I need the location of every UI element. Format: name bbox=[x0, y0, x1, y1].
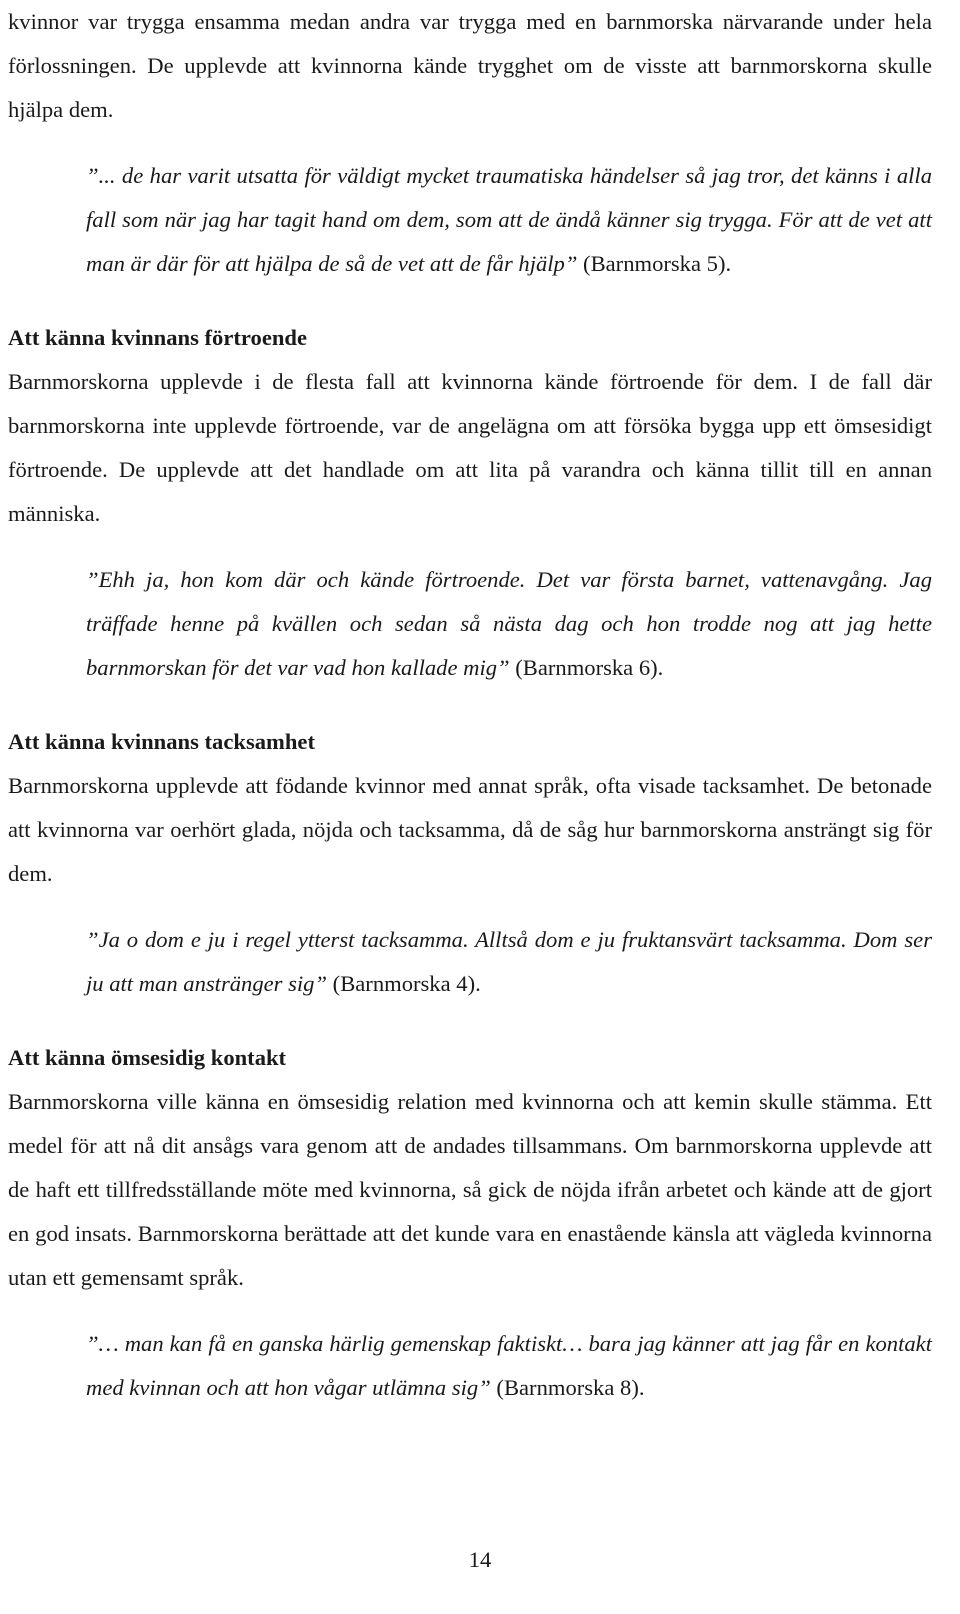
quote-text: ”Ehh ja, hon kom där och kände förtroende. Det var första barnet, vattenavgång. Jag träffade henne på kvällen och sedan så nästa dag och hon trodde nog att jag hette barnmorskan för det var vad hon kallade mig” bbox=[86, 567, 932, 680]
quote-barnmorska-5 bbox=[86, 154, 932, 286]
paragraph-fortroende: Barnmorskorna upplevde i de flesta fall att kvinnorna kände förtroende för dem. I de fall där barnmorskorna inte upplevde förtroende, var de angelägna om att försöka bygga upp ett ömsesidigt förtroende. De upplevde att det handlade om att lita på varandra och känna tillit till en annan människa. bbox=[8, 369, 932, 526]
quote-citation: (Barnmorska 4). bbox=[327, 971, 481, 996]
heading-tacksamhet: Att känna kvinnans tacksamhet bbox=[8, 729, 315, 754]
quote-citation: (Barnmorska 8). bbox=[490, 1375, 645, 1400]
quote-barnmorska-6 bbox=[86, 558, 932, 690]
paragraph-intro: kvinnor var trygga ensamma medan andra var trygga med en barnmorska närvarande under hela förlossningen. De upplevde att kvinnorna kände trygghet om de visste att barnmorskorna skulle hjälpa dem. bbox=[8, 9, 932, 122]
heading-omsesidig-kontakt: Att känna ömsesidig kontakt bbox=[8, 1045, 287, 1070]
quote-text: ”... de har varit utsatta för väldigt mycket traumatiska händelser så jag tror, det känns i alla fall som när jag har tagit hand om dem, som att de ändå känner sig trygga. För att de vet att man är där för att hjälpa de så de vet att de får hjälp” bbox=[86, 163, 932, 276]
page-number: 14 bbox=[468, 1547, 492, 1572]
quote-barnmorska-8 bbox=[86, 1322, 932, 1410]
heading-fortroende: Att känna kvinnans förtroende bbox=[8, 325, 308, 350]
paragraph-omsesidig-kontakt: Barnmorskorna ville känna en ömsesidig relation med kvinnorna och att kemin skulle stämma. Ett medel för att nå dit ansågs vara genom att de andades tillsammans. Om barnmorskorna upplevde att de haft ett tillfredsställande möte med kvinnorna, så gick de nöjda ifrån arbetet och kände att de gjort en god insats. Barnmorskorna berättade att det kunde vara en enastående känsla att vägleda kvinnorna utan ett gemensamt språk. bbox=[8, 1089, 932, 1290]
quote-citation: (Barnmorska 6). bbox=[509, 655, 664, 680]
quote-citation: (Barnmorska 5). bbox=[577, 251, 732, 276]
quote-text: ”… man kan få en ganska härlig gemenskap faktiskt… bara jag känner att jag får en kontakt med kvinnan och att hon vågar utlämna sig” bbox=[86, 1331, 932, 1400]
quote-text: ”Ja o dom e ju i regel ytterst tacksamma. Alltså dom e ju fruktansvärt tacksamma. Dom ser ju att man anstränger sig” bbox=[86, 927, 932, 996]
paragraph-tacksamhet: Barnmorskorna upplevde att födande kvinnor med annat språk, ofta visade tacksamhet. De betonade att kvinnorna var oerhört glada, nöjda och tacksamma, då de såg hur barnmorskorna ansträngt sig för dem. bbox=[8, 773, 932, 886]
quote-barnmorska-4 bbox=[86, 918, 932, 1006]
